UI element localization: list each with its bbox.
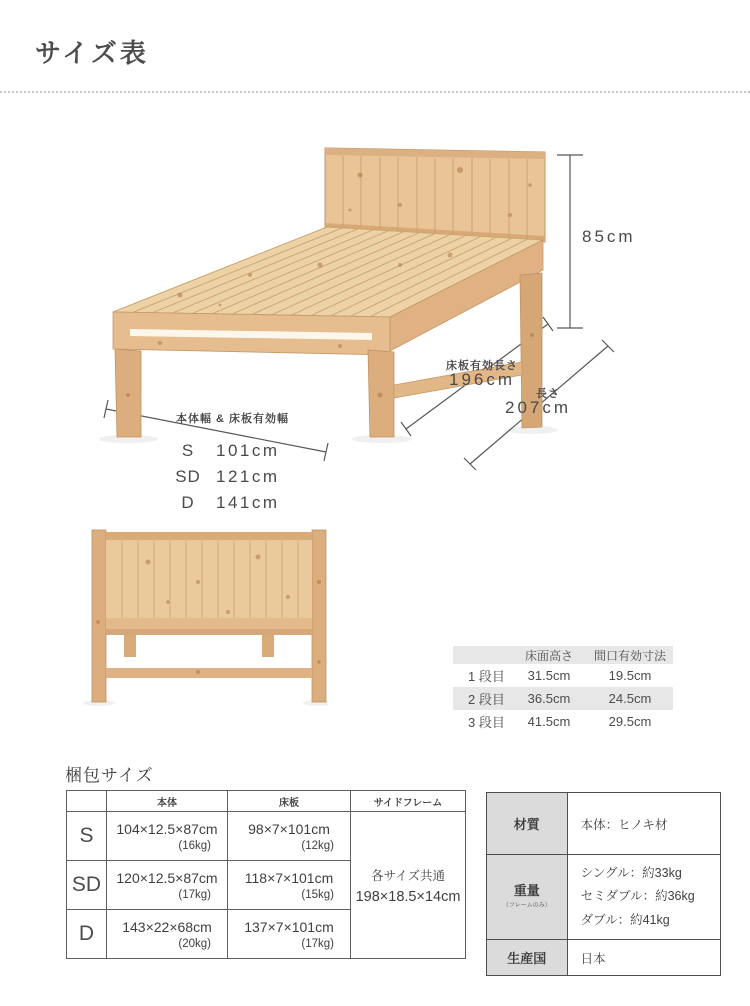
- opening-value: 24.5cm: [587, 687, 673, 710]
- size-width-value: 121cm: [216, 467, 280, 486]
- table-row: [487, 793, 721, 855]
- material-label: [487, 793, 568, 855]
- origin-label: [487, 940, 568, 976]
- page-title: サイズ表: [35, 38, 149, 68]
- slat-length-dimension-value: 196cm: [449, 370, 516, 389]
- opening-value: 19.5cm: [608, 668, 652, 683]
- table-row: [453, 710, 673, 733]
- packing-size-table: [66, 790, 466, 959]
- body-cell: [107, 861, 228, 910]
- package-weight: (16kg): [178, 839, 211, 852]
- floor-height-value: 36.5cm: [511, 687, 587, 710]
- row-label: 重量: [513, 882, 540, 898]
- package-weight: (12kg): [301, 839, 334, 852]
- package-weight: (17kg): [178, 888, 211, 901]
- slat-length-dimension-label: 床板有効長さ: [446, 360, 518, 372]
- weight-double: ダブル：約41kg: [580, 912, 670, 927]
- empty-header-cell: [453, 646, 511, 664]
- size-code: D: [67, 910, 107, 959]
- table-row: [487, 940, 721, 976]
- length-dimension-value: 207cm: [505, 398, 572, 417]
- table-row: [453, 664, 673, 687]
- product-info-table: [486, 792, 721, 976]
- package-weight: (17kg): [301, 937, 334, 950]
- package-dimensions: 118×7×101cm: [244, 870, 334, 887]
- length-dimension-label: 長さ: [536, 388, 560, 400]
- table-row: [67, 812, 466, 861]
- sideframe-dimensions: 198×18.5×14cm: [355, 888, 461, 905]
- opening-value: 29.5cm: [608, 714, 652, 729]
- width-size-list: [170, 438, 280, 516]
- headboard-front: [92, 530, 326, 702]
- material-value: 本体：ヒノキ材: [567, 793, 720, 855]
- step-label: 1 段目: [468, 669, 505, 684]
- weight-label: [487, 855, 568, 940]
- table-header-row: [453, 646, 673, 664]
- package-weight: (20kg): [178, 937, 211, 950]
- width-dimension-label: 本体幅 & 床板有効幅: [176, 413, 290, 425]
- size-code: S: [67, 812, 107, 861]
- weight-single: シングル：約33kg: [580, 866, 682, 881]
- step-label: 2 段目: [453, 687, 511, 710]
- package-dimensions: 143×22×68cm: [122, 919, 212, 936]
- corner-cell: [67, 791, 107, 812]
- step-label: 3 段目: [468, 715, 505, 730]
- floor-height-value: 41.5cm: [527, 714, 571, 729]
- origin-value: 日本: [567, 940, 720, 976]
- package-dimensions: 137×7×101cm: [244, 919, 334, 936]
- body-header: 本体: [107, 791, 228, 812]
- row-label: 生産国: [507, 951, 547, 966]
- size-width-value: 101cm: [216, 441, 280, 460]
- sideframe-cell: [351, 812, 466, 959]
- slat-cell: [228, 812, 351, 861]
- body-cell: [107, 910, 228, 959]
- size-code: SD: [175, 467, 201, 486]
- slat-header: 床板: [228, 791, 351, 812]
- body-cell: [107, 812, 228, 861]
- headboard: [325, 148, 545, 242]
- width-size-row: [170, 490, 280, 516]
- weight-label-note: （フレームのみ）: [502, 901, 551, 909]
- table-header-row: [67, 791, 466, 812]
- package-dimensions: 120×12.5×87cm: [116, 870, 218, 887]
- step-height-table: [453, 646, 673, 733]
- packing-size-title: 梱包サイズ: [65, 766, 154, 785]
- weight-semidouble: セミダブル：約36kg: [580, 889, 695, 904]
- size-width-value: 141cm: [216, 493, 280, 512]
- bed-perspective-illustration: [100, 135, 570, 445]
- weight-values: [567, 855, 720, 940]
- package-dimensions: 104×12.5×87cm: [116, 821, 218, 838]
- table-row: [453, 687, 673, 710]
- slat-cell: [228, 910, 351, 959]
- slat-cell: [228, 861, 351, 910]
- size-code: SD: [67, 861, 107, 910]
- row-label: 材質: [513, 817, 540, 832]
- height-dimension-value: 85cm: [582, 227, 636, 246]
- sideframe-header: サイドフレーム: [351, 791, 466, 812]
- width-size-row: [170, 464, 280, 490]
- size-code: D: [181, 493, 195, 512]
- bed-front-illustration: [78, 522, 328, 707]
- package-weight: (15kg): [301, 888, 334, 901]
- width-size-row: [170, 438, 280, 464]
- opening-header: 間口有効寸法: [587, 646, 673, 664]
- size-code: S: [181, 441, 195, 460]
- package-dimensions: 98×7×101cm: [248, 821, 330, 838]
- table-row: [487, 855, 721, 940]
- sideframe-note: 各サイズ共通: [370, 868, 445, 883]
- floor-height-header: 床面高さ: [511, 646, 587, 664]
- floor-height-value: 31.5cm: [527, 668, 571, 683]
